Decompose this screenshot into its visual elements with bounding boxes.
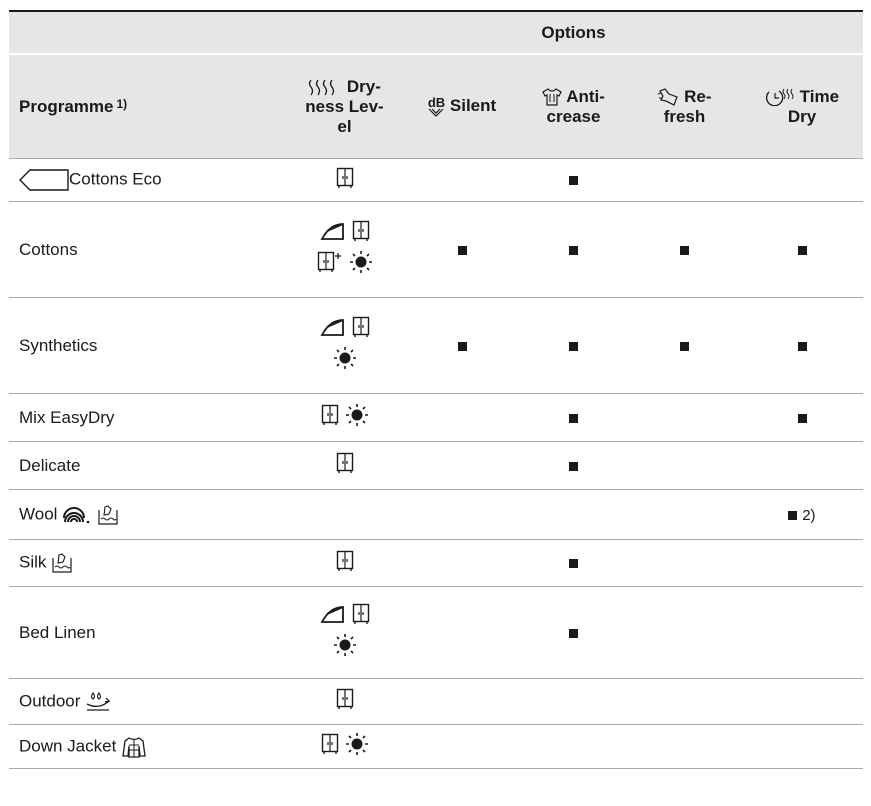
option-mark xyxy=(788,511,797,520)
cupboard-dry-icon xyxy=(321,404,339,431)
dryness-cell xyxy=(284,587,405,679)
option-mark xyxy=(798,246,807,255)
time-dry-cell xyxy=(741,298,863,394)
silent-label: Silent xyxy=(449,96,497,116)
programme-name: Delicate xyxy=(19,455,81,475)
anti-crease-cell xyxy=(519,725,628,769)
dryness-line-2: ness Lev- xyxy=(305,96,384,116)
table-row xyxy=(9,490,863,540)
woolmark-icon xyxy=(62,505,92,525)
option-mark xyxy=(680,246,689,255)
silent-cell xyxy=(405,725,519,769)
silent-header xyxy=(405,54,519,159)
option-mark xyxy=(798,342,807,351)
programme-cell xyxy=(9,540,284,587)
dryness-levels xyxy=(321,403,369,432)
anti-crease-cell xyxy=(519,394,628,442)
dryness-levels xyxy=(336,550,354,577)
table-row xyxy=(9,202,863,298)
extra-dry-icon xyxy=(345,732,369,761)
water-repellent-icon xyxy=(85,691,113,713)
option-mark xyxy=(458,246,467,255)
programme-cell xyxy=(9,442,284,490)
cupboard-dry-plus-icon xyxy=(317,251,343,278)
cupboard-dry-icon xyxy=(336,688,354,715)
time-dry-cell xyxy=(741,159,863,202)
dryness-cell xyxy=(284,159,405,202)
cupboard-dry-icon xyxy=(336,550,354,577)
table-row xyxy=(9,394,863,442)
anti-crease-cell xyxy=(519,679,628,725)
time-dry-cell xyxy=(741,540,863,587)
programme-options-table xyxy=(9,10,863,769)
options-header: Options xyxy=(284,11,863,54)
programme-cell xyxy=(9,159,284,202)
programme-name: Wool xyxy=(19,503,58,523)
table-row xyxy=(9,298,863,394)
time-dry-cell xyxy=(741,394,863,442)
programme-name: Mix EasyDry xyxy=(19,407,115,427)
dryness-level-header xyxy=(284,54,405,159)
dryness-cell xyxy=(284,725,405,769)
time-dry-cell xyxy=(741,725,863,769)
programme-name: Down Jacket xyxy=(19,735,117,755)
time-dry-footnote: 2) xyxy=(802,506,816,524)
time-dry-cell xyxy=(741,679,863,725)
anti-crease-cell xyxy=(519,298,628,394)
anti-crease-line-1: Anti- xyxy=(566,86,605,106)
silent-cell xyxy=(405,394,519,442)
refresh-cell xyxy=(628,587,741,679)
anti-crease-cell xyxy=(519,490,628,540)
silent-cell xyxy=(405,298,519,394)
programme-cell xyxy=(9,490,284,540)
dryness-levels xyxy=(321,732,369,761)
time-dry-cell xyxy=(741,442,863,490)
cupboard-dry-icon xyxy=(352,220,370,247)
dryness-levels xyxy=(320,316,370,375)
refresh-cell xyxy=(628,442,741,490)
refresh-cell xyxy=(628,679,741,725)
time-dry-header xyxy=(741,54,863,159)
programme-cell xyxy=(9,298,284,394)
time-dry-line-2: Dry xyxy=(787,106,817,126)
silent-icon xyxy=(427,94,446,117)
silent-cell xyxy=(405,540,519,587)
refresh-line-2: fresh xyxy=(663,106,706,126)
programme-name: Bed Linen xyxy=(19,622,96,642)
cupboard-dry-icon xyxy=(336,452,354,479)
extra-dry-icon xyxy=(333,346,357,375)
programme-name: Cottons xyxy=(19,239,78,259)
anti-crease-cell xyxy=(519,202,628,298)
silent-cell xyxy=(405,490,519,540)
anti-crease-line-2: crease xyxy=(546,106,601,126)
programme-name: Cottons Eco xyxy=(69,169,162,189)
programme-header-label: Programme xyxy=(19,96,114,116)
option-mark xyxy=(458,342,467,351)
cupboard-dry-icon xyxy=(352,603,370,630)
extra-dry-icon xyxy=(345,403,369,432)
silent-cell xyxy=(405,587,519,679)
dryness-levels xyxy=(320,603,370,662)
dryness-levels xyxy=(336,167,354,194)
dryness-levels xyxy=(336,452,354,479)
dryness-line-1: Dry- xyxy=(346,76,381,96)
refresh-cell xyxy=(628,540,741,587)
option-mark xyxy=(680,342,689,351)
silent-cell xyxy=(405,442,519,490)
refresh-cell xyxy=(628,725,741,769)
hand-wash-icon xyxy=(97,504,119,526)
time-dry-cell xyxy=(741,490,863,540)
time-dry-cell xyxy=(741,202,863,298)
time-dry-line-1: Time xyxy=(799,86,840,106)
programme-cell xyxy=(9,725,284,769)
extra-dry-icon xyxy=(333,633,357,662)
down-jacket-icon xyxy=(121,736,147,758)
iron-icon xyxy=(320,604,346,629)
silent-icon-text: dB xyxy=(427,94,446,110)
option-mark xyxy=(569,462,578,471)
option-mark xyxy=(569,629,578,638)
refresh-line-1: Re- xyxy=(684,86,712,106)
refresh-cell xyxy=(628,298,741,394)
programme-cell xyxy=(9,587,284,679)
dryness-cell xyxy=(284,298,405,394)
cupboard-dry-icon xyxy=(321,733,339,760)
hand-wash-icon xyxy=(51,552,73,574)
cupboard-dry-icon xyxy=(336,167,354,194)
programme-cell xyxy=(9,394,284,442)
iron-icon xyxy=(320,221,346,246)
silent-cell xyxy=(405,159,519,202)
option-mark xyxy=(569,559,578,568)
dryness-levels xyxy=(336,688,354,715)
programme-name: Outdoor xyxy=(19,690,81,710)
timer-icon xyxy=(765,88,795,106)
programme-header xyxy=(9,54,284,159)
time-dry-cell xyxy=(741,587,863,679)
programme-name: Silk xyxy=(19,552,47,572)
programme-footnote: 1) xyxy=(116,96,128,111)
refresh-cell xyxy=(628,159,741,202)
dryness-cell xyxy=(284,490,405,540)
dryness-line-3: el xyxy=(337,116,352,136)
refresh-cell xyxy=(628,394,741,442)
programme-cell xyxy=(9,202,284,298)
dryness-levels xyxy=(317,220,373,279)
programme-name: Synthetics xyxy=(19,335,98,355)
header-blank xyxy=(9,11,284,54)
refresh-garment-icon xyxy=(657,88,679,106)
anti-crease-header xyxy=(519,54,628,159)
dryness-cell xyxy=(284,394,405,442)
option-mark xyxy=(569,246,578,255)
table-row xyxy=(9,679,863,725)
option-mark xyxy=(569,342,578,351)
dryness-cell xyxy=(284,442,405,490)
programme-cell xyxy=(9,679,284,725)
anti-crease-cell xyxy=(519,587,628,679)
extra-dry-icon xyxy=(349,250,373,279)
dryness-level-icon xyxy=(308,78,342,96)
table-row xyxy=(9,725,863,769)
dryness-cell xyxy=(284,679,405,725)
table-row xyxy=(9,159,863,202)
dryness-cell xyxy=(284,202,405,298)
iron-icon xyxy=(320,317,346,342)
silent-cell xyxy=(405,679,519,725)
silent-cell xyxy=(405,202,519,298)
anti-crease-cell xyxy=(519,442,628,490)
refresh-cell xyxy=(628,490,741,540)
anti-crease-cell xyxy=(519,540,628,587)
table-row xyxy=(9,540,863,587)
refresh-cell xyxy=(628,202,741,298)
table-row xyxy=(9,587,863,679)
shirt-icon xyxy=(542,88,562,106)
dryness-cell xyxy=(284,540,405,587)
cupboard-dry-icon xyxy=(352,316,370,343)
option-mark xyxy=(569,414,578,423)
refresh-header xyxy=(628,54,741,159)
option-mark xyxy=(798,414,807,423)
table-row xyxy=(9,442,863,490)
tag-outline-icon xyxy=(19,169,69,191)
anti-crease-cell xyxy=(519,159,628,202)
option-mark xyxy=(569,176,578,185)
